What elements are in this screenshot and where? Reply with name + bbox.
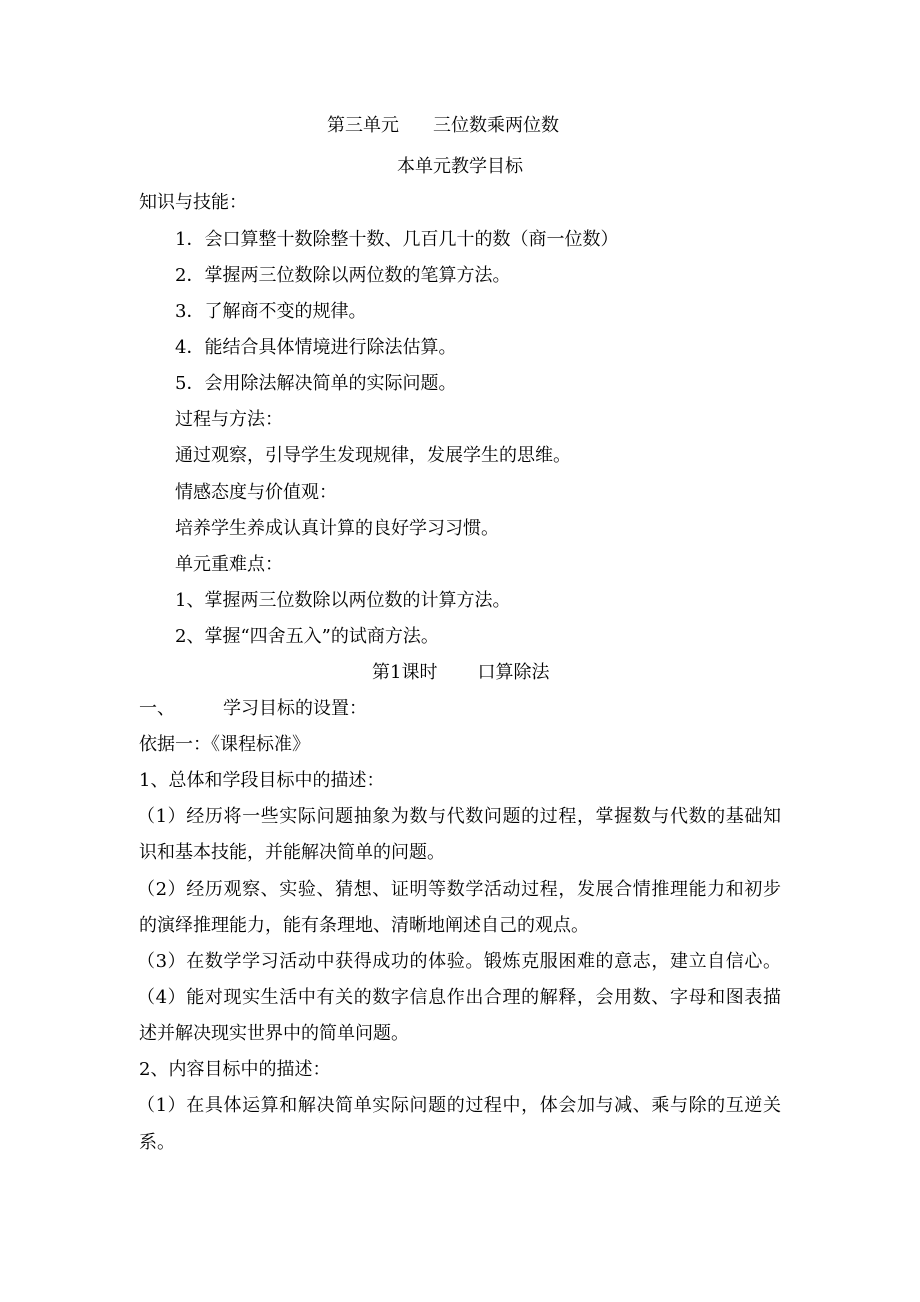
key-point-2: 2、掌握“四舍五入”的试商方法。 [175, 626, 439, 647]
section-1-number: 一、 [139, 698, 175, 719]
overall-item-3-line1: （3）在数学学习活动中获得成功的体验。锻炼克服困难的意志，建立自信心。 [137, 951, 781, 972]
knowledge-heading: 知识与技能： [139, 192, 247, 213]
content-item-1-line2: 系。 [139, 1132, 175, 1153]
unit-title-part1: 第三单元 [327, 115, 399, 136]
content-item-1-line1: （1）在具体运算和解决简单实际问题的过程中，体会加与减、乘与除的互逆关 [137, 1095, 781, 1116]
overall-item-2-line1: （2）经历观察、实验、猜想、证明等数学活动过程，发展合情推理能力和初步 [137, 879, 781, 900]
section-1-heading [139, 697, 367, 721]
unit-goals-heading: 本单元教学目标 [397, 156, 523, 177]
overall-item-1-line1: （1）经历将一些实际问题抽象为数与代数问题的过程，掌握数与代数的基础知 [137, 806, 781, 827]
lesson-title-part1: 第1课时 [372, 662, 438, 683]
attitude-text: 培养学生养成认真计算的良好学习习惯。 [175, 518, 499, 539]
lesson-title-part2: 口算除法 [477, 662, 550, 683]
knowledge-item-5: 5．会用除法解决简单的实际问题。 [175, 373, 457, 394]
section-1-label: 学习目标的设置： [223, 698, 367, 719]
process-text: 通过观察，引导学生发现规律，发展学生的思维。 [175, 445, 571, 466]
attitude-heading: 情感态度与价值观： [175, 482, 337, 503]
unit-title-part2: 三位数乘两位数 [433, 115, 559, 136]
key-points-heading: 单元重难点： [175, 554, 283, 575]
content-heading: 2、内容目标中的描述： [139, 1059, 331, 1080]
key-point-1: 1、掌握两三位数除以两位数的计算方法。 [175, 590, 511, 611]
unit-title [327, 114, 627, 138]
process-heading: 过程与方法： [175, 409, 283, 430]
basis-1: 依据一：《课程标准》 [139, 734, 310, 755]
overall-heading: 1、总体和学段目标中的描述： [139, 770, 385, 791]
knowledge-item-2: 2．掌握两三位数除以两位数的笔算方法。 [175, 265, 511, 286]
overall-item-1-line2: 识和基本技能，并能解决简单的问题。 [139, 842, 445, 863]
knowledge-item-3: 3．了解商不变的规律。 [175, 301, 367, 322]
knowledge-item-4: 4．能结合具体情境进行除法估算。 [175, 337, 457, 358]
overall-item-4-line2: 述并解决现实世界中的简单问题。 [139, 1023, 409, 1044]
overall-item-4-line1: （4）能对现实生活中有关的数字信息作出合理的解释，会用数、字母和图表描 [137, 987, 781, 1008]
lesson-title [372, 661, 549, 685]
overall-item-2-line2: 的演绎推理能力，能有条理地、清晰地阐述自己的观点。 [139, 915, 589, 936]
knowledge-item-1: 1．会口算整十数除整十数、几百几十的数（商一位数） [175, 229, 619, 250]
